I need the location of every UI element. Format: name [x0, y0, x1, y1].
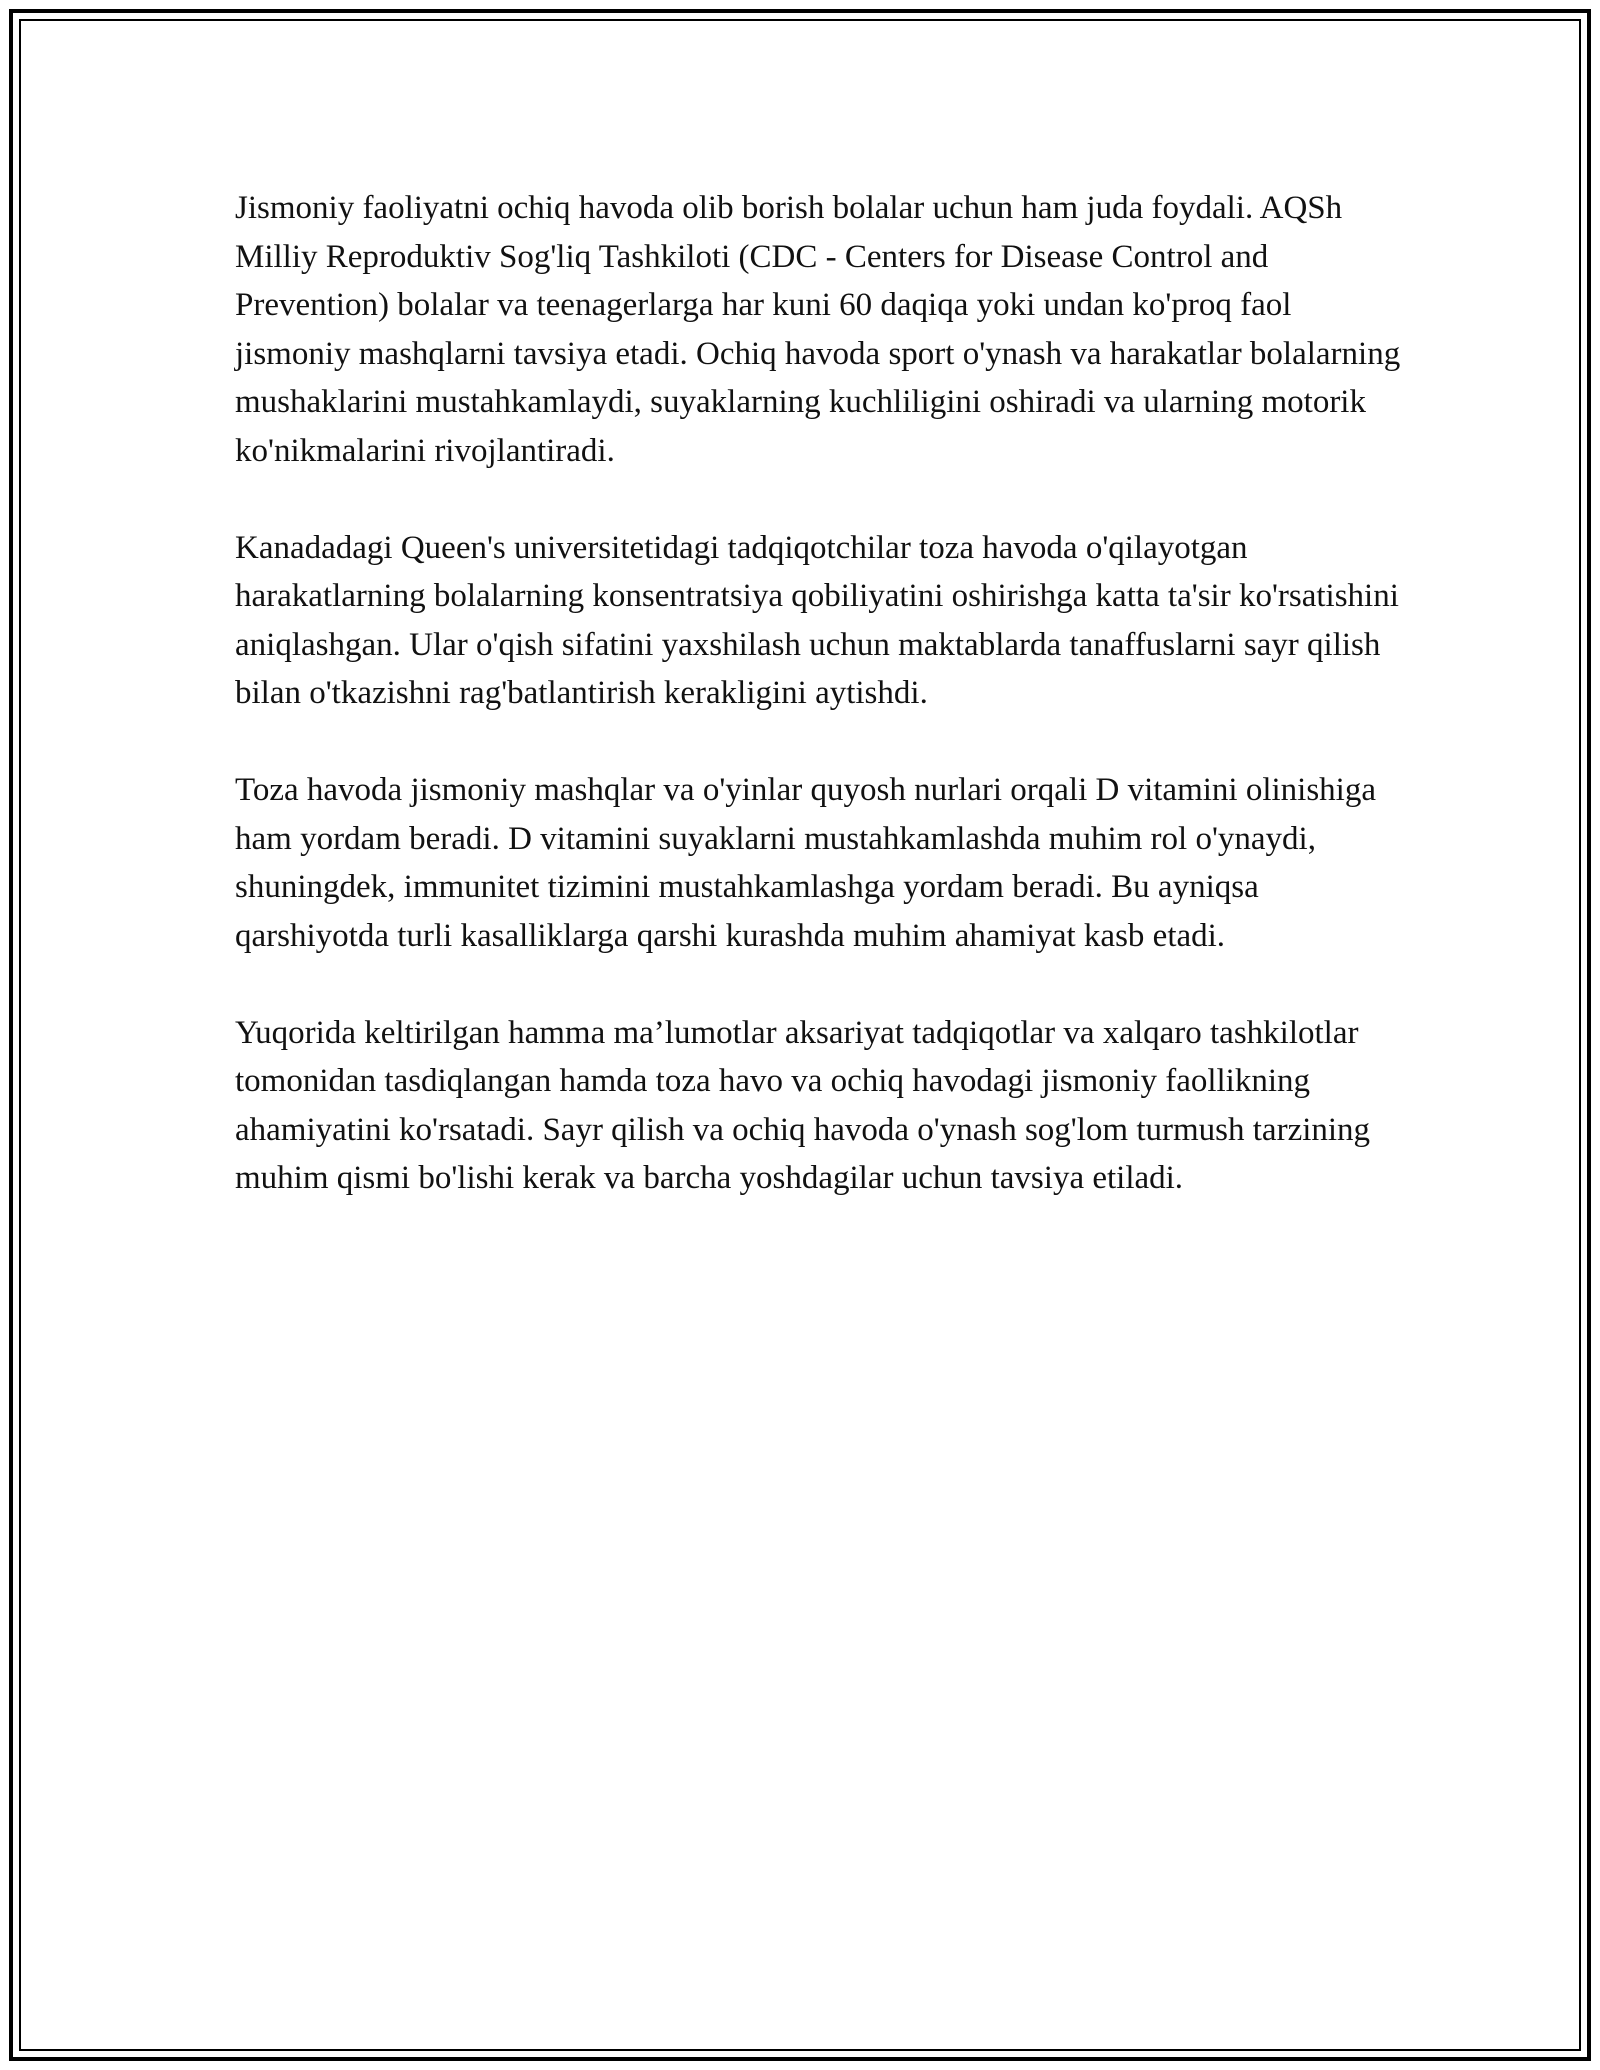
paragraph-1: Jismoniy faoliyatni ochiq havoda olib borish bolalar uchun ham juda foydali. AQSh Milliy Reproduktiv Sog'liq Tashkiloti (CDC - Centers for Disease Control and Prevention) bolalar va teenagerlarga har kuni 60 daqiqa yoki undan ko'proq faol jismoniy mashqlarni tavsiya etadi. Ochiq havoda sport o'ynash va harakatlar bolalarning mushaklarini mustahkamlaydi, suyaklarning kuchliligini oshiradi va ularning motorik ko'nikmalarini rivojlantiradi.: [235, 190, 1401, 469]
document-body: [235, 184, 1415, 1251]
paragraph-2: Kanadadagi Queen's universitetidagi tadqiqotchilar toza havoda o'qilayotgan harakatlarning bolalarning konsentratsiya qobiliyatini oshirishga katta ta'sir ko'rsatishini aniqlashgan. Ular o'qish sifatini yaxshilash uchun maktablarda tanaffuslarni sayr qilish bilan o'tkazishni rag'batlantirish kerakligini aytishdi.: [235, 529, 1399, 711]
paragraph-3: Toza havoda jismoniy mashqlar va o'yinlar quyosh nurlari orqali D vitamini olinishiga ham yordam beradi. D vitamini suyaklarni mustahkamlashda muhim rol o'ynaydi, shuningdek, immunitet tizimini mustahkamlashga yordam beradi. Bu ayniqsa qarshiyotda turli kasalliklarga qarshi kurashda muhim ahamiyat kasb etadi.: [235, 772, 1376, 954]
paragraph-4: Yuqorida keltirilgan hamma ma’lumotlar aksariyat tadqiqotlar va xalqaro tashkilotlar tomonidan tasdiqlangan hamda toza havo va ochiq havodagi jismoniy faollikning ahamiyatini ko'rsatadi. Sayr qilish va ochiq havoda o'ynash sog'lom turmush tarzining muhim qismi bo'lishi kerak va barcha yoshdagilar uchun tavsiya etiladi.: [235, 1014, 1371, 1196]
